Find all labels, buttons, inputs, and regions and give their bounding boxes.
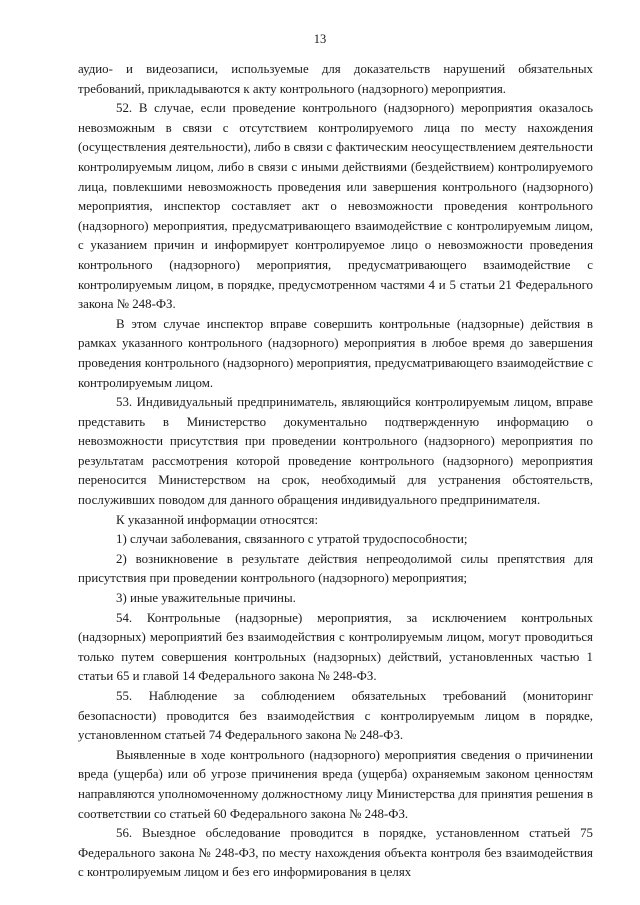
paragraph-54: 54. Контрольные (надзорные) мероприятия, за исключением контрольных (надзорных) мероприятий без взаимодействия с контролируемым лицом, могут проводиться только путем совершения контрольных (надзорных) действий, установленных частью 1 статьи 65 и главой 14 Федерального закона № 248-ФЗ. xyxy=(78,610,593,684)
paragraph-53-list-intro: К указанной информации относятся: xyxy=(116,512,319,527)
document-body xyxy=(78,60,593,883)
list-item-1: 1) случаи заболевания, связанного с утратой трудоспособности; xyxy=(116,532,468,547)
page-number: 13 xyxy=(313,32,327,46)
paragraph-53: 53. Индивидуальный предприниматель, являющийся контролируемым лицом, вправе представить в Министерство документально подтвержденную информацию о невозможности присутствия при проведении контрольного (надзорного) мероприятия по результатам рассмотрения которой проведение контрольного (надзорного) мероприятия переносится Министерством на срок, необходимый для устранения обстоятельств, послуживших поводом для данного обращения индивидуального предпринимателя. xyxy=(78,395,593,508)
paragraph-continuation: аудио- и видеозаписи, используемые для доказательств нарушений обязательных требований, прикладываются к акту контрольного (надзорного) мероприятия. xyxy=(78,62,593,96)
paragraph-52-continued: В этом случае инспектор вправе совершить контрольные (надзорные) действия в рамках указанного контрольного (надзорного) мероприятия в любое время до завершения проведения контрольного (надзорного) мероприятия, предусматривающего взаимодействие с контролируемым лицом. xyxy=(78,316,593,390)
list-item-3: 3) иные уважительные причины. xyxy=(116,591,296,606)
list-item-2: 2) возникновение в результате действия непреодолимой силы препятствия для присутствия при проведении контрольного (надзорного) мероприятия; xyxy=(78,551,593,586)
paragraph-56: 56. Выездное обследование проводится в порядке, установленном статьей 75 Федерального закона № 248-ФЗ, по месту нахождения объекта контроля без взаимодействия с контролируемым лицом и без его информирования в целях xyxy=(78,826,593,880)
paragraph-55: 55. Наблюдение за соблюдением обязательных требований (мониторинг безопасности) проводится без взаимодействия с контролируемым лицом в порядке, установленном статьей 74 Федерального закона № 248-ФЗ. xyxy=(78,689,593,743)
paragraph-55-continued: Выявленные в ходе контрольного (надзорного) мероприятия сведения о причинении вреда (ущерба) или об угрозе причинения вреда (ущерба) охраняемым законом ценностям направляются уполномоченному должностному лицу Министерства для принятия решения в соответствии со статьей 60 Федерального закона № 248-ФЗ. xyxy=(78,747,593,821)
paragraph-52: 52. В случае, если проведение контрольного (надзорного) мероприятия оказалось невозможным в связи с отсутствием контролируемого лица по месту нахождения (осуществления деятельности), либо в связи с фактическим неосуществлением деятельности контролируемым лицом, либо в связи с иными действиями (бездействием) контролируемого лица, повлекшими невозможность проведения или завершения контрольного (надзорного) мероприятия, инспектор составляет акт о невозможности проведения контрольного (надзорного) мероприятия, предусматривающего взаимодействие с контролируемым лицом, с указанием причин и информирует контролируемое лицо о невозможности проведения контрольного (надзорного) мероприятия, предусматривающего взаимодействие с контролируемым лицом, в порядке, предусмотренном частями 4 и 5 статьи 21 Федерального закона № 248-ФЗ. xyxy=(78,101,593,312)
